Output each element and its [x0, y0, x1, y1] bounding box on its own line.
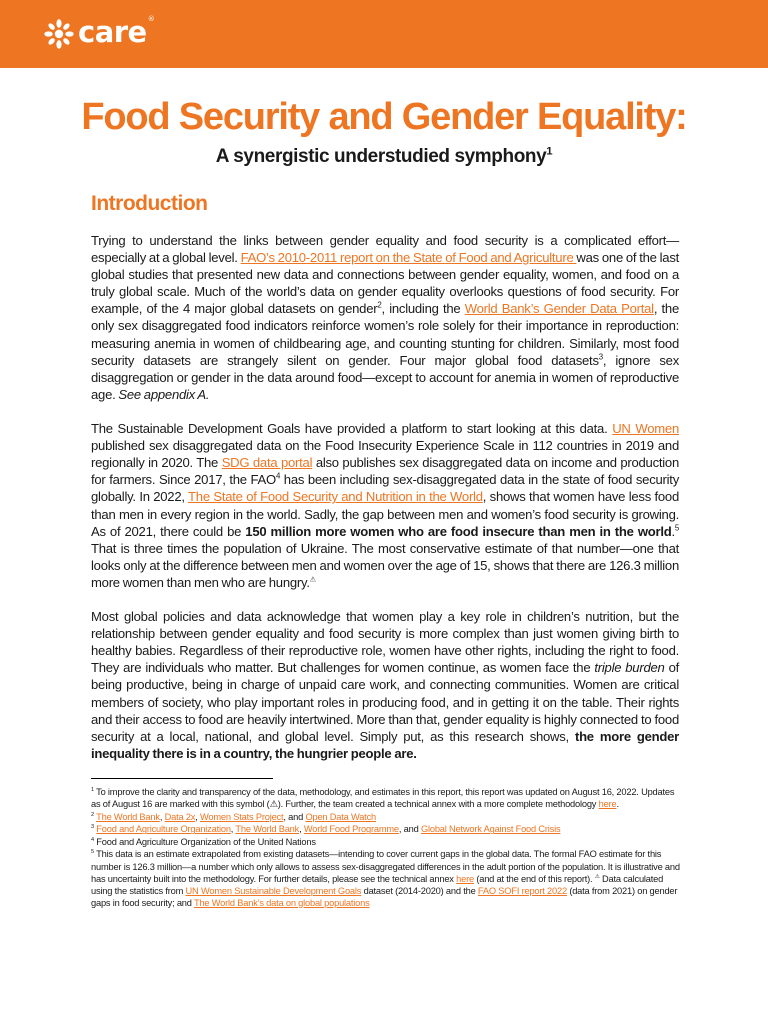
- link-technical-annex-2[interactable]: here: [456, 873, 474, 884]
- link-fao-report[interactable]: FAO’s 2010-2011 report on the State of Food and Agriculture: [240, 250, 577, 266]
- link-open-data-watch[interactable]: Open Data Watch: [305, 811, 376, 822]
- update-warning-icon: ⚠: [309, 576, 316, 584]
- key-statistic: 150 million more women who are food insecure than men in the world: [245, 523, 672, 539]
- footnote-5: $^5$ This data is an estimate extrapolated from existing datasets—intending to cover current gaps in the global data. The formal FAO estimate for this number is 126.3 million—a number which only allows to assess sex-disaggregated differences in the adult portion of the population. It is illustrative and has uncertainty built into the methodology. For further details, please see the technical annex here (and at the end of this report). ⚠ Data calculated using the statistics from UN Women Sustainable Development Goals dataset (2014-2020) and the FAO SOFI report 2022 (data from 2021) on gender gaps in food security; and The World Bank’s data on global populations: [91, 849, 680, 908]
- footnote-4: $^4$ Food and Agriculture Organization of the United Nations: [91, 836, 316, 847]
- paragraph-2: The Sustainable Development Goals have provided a platform to start looking at this data. UN Women published sex disaggregated data on the Food Insecurity Experience Scale in 112 countries in 2019 and regionally in 2020. The SDG data portal also publishes sex disaggregated data on income and production for farmers. Since 2017, the FAO$^4$ has been including sex-disaggregated data in the state of food security globally. In 2022, The State of Food Security and Nutrition in the World, shows that women have less food than men in every region in the world. Sadly, the gap between men and women’s food security is growing. As of 2021, there could be 150 million more women who are food insecure than men in the world.$^5$ That is three times the population of Ukraine. The most conservative estimate of that number—one that looks only at the difference between men and women over the age of 15, shows that there are 126.3 million more women than men who are hungry.⚠: [91, 421, 679, 590]
- appendix-note: See appendix A.: [118, 386, 210, 402]
- link-data2x[interactable]: Data 2x: [164, 811, 196, 822]
- care-logo[interactable]: [44, 16, 154, 52]
- paragraph-1: Trying to understand the links between gender equality and food security is a complicated effort—especially at a global level. FAO’s 2010-2011 report on the State of Food and Agriculture was one of the last global studies that presented new data and connections between gender equality, women, and food on a truly global scale. Much of the world’s data on gender equality overlooks questions of food security. For example, of the 4 major global datasets on gender$^2$, including the World Bank’s Gender Data Portal, the only sex disaggregated food indicators reinforce women’s role solely for their importance in reproduction: measuring anemia in women of childbearing age, and counting stunting for children. Similarly, most food security datasets are strangely silent on gender. Four major global food datasets$^3$, ignore sex disaggregation or gender in the data around food—except to account for anemia in women of reproductive age. See appendix A.: [91, 233, 679, 402]
- link-world-bank-population[interactable]: The World Bank’s data on global populations: [193, 897, 370, 908]
- link-technical-annex[interactable]: here: [598, 799, 617, 810]
- footnotes: [91, 786, 681, 909]
- link-world-bank[interactable]: The World Bank: [96, 811, 160, 822]
- link-un-women[interactable]: UN Women: [612, 421, 679, 437]
- link-wfp[interactable]: World Food Programme: [303, 824, 399, 835]
- page-title: Food Security and Gender Equality:: [81, 96, 687, 138]
- footnote-divider: [91, 778, 273, 779]
- logo-wordmark: care®: [78, 15, 155, 49]
- header-banner: [0, 0, 768, 68]
- footnote-ref-3[interactable]: 3: [598, 352, 603, 362]
- key-finding: the more gender inequality there is in a country, the hungrier people are.: [91, 728, 680, 761]
- link-un-women-sdg[interactable]: UN Women Sustainable Development Goals: [185, 885, 362, 896]
- link-fao[interactable]: Food and Agriculture Organization: [96, 824, 231, 835]
- footnote-1: $^1$ To improve the clarity and transparency of the data, methodology, and estimates in this report, this report was updated on August 16, 2022. Updates as of August 16 are marked with this symbol (⚠). Further, the team created a technical annex with a more complete methodology here.: [91, 786, 675, 810]
- link-sdg-data-portal[interactable]: SDG data portal: [221, 455, 313, 471]
- footnote-3: $^3$ Food and Agriculture Organization, The World Bank, World Food Programme, and Global Network Against Food Crisis: [91, 824, 561, 835]
- link-world-bank-2[interactable]: The World Bank: [235, 824, 300, 835]
- footnote-ref-2[interactable]: 2: [377, 301, 382, 311]
- link-global-network[interactable]: Global Network Against Food Crisis: [420, 824, 561, 835]
- link-world-bank-gender-portal[interactable]: World Bank’s Gender Data Portal: [464, 301, 654, 317]
- update-warning-icon: ⚠: [594, 873, 600, 880]
- link-sofi-report[interactable]: The State of Food Security and Nutrition in the World: [188, 489, 483, 505]
- link-fao-sofi[interactable]: FAO SOFI report 2022: [477, 885, 567, 896]
- intro-body: [91, 232, 679, 779]
- footnote-ref-1[interactable]: 1: [546, 145, 553, 158]
- page-subtitle: A synergistic understudied symphony$^1$: [215, 145, 553, 167]
- care-sunburst-icon: [44, 19, 74, 49]
- paragraph-3: Most global policies and data acknowledge that women play a key role in children’s nutrition, but the relationship between gender equality and food security is more complex than just women giving birth to healthy babies. Regardless of their reproductive role, women have other rights, including the right to food. They are individuals who matter. But challenges for women continue, as women face the triple burden of being productive, being in charge of unpaid care work, and connecting communities. Women are critical members of society, who play important roles in producing food, and in getting it on the table. Their rights and their access to food are heavily intertwined. More than that, gender equality is highly connected to food security at a local, national, and global level. Simply put, as this research shows, the more gender inequality there is in a country, the hungrier people are.: [91, 609, 680, 761]
- triple-burden: triple burden: [594, 660, 665, 676]
- section-heading-introduction: Introduction: [91, 192, 208, 215]
- footnote-2: $^2$ The World Bank, Data 2x, Women Stats Project, and Open Data Watch: [91, 811, 376, 822]
- footnote-ref-5[interactable]: 5: [674, 523, 679, 533]
- link-women-stats[interactable]: Women Stats Project: [200, 811, 284, 822]
- footnote-ref-4[interactable]: 4: [275, 471, 281, 481]
